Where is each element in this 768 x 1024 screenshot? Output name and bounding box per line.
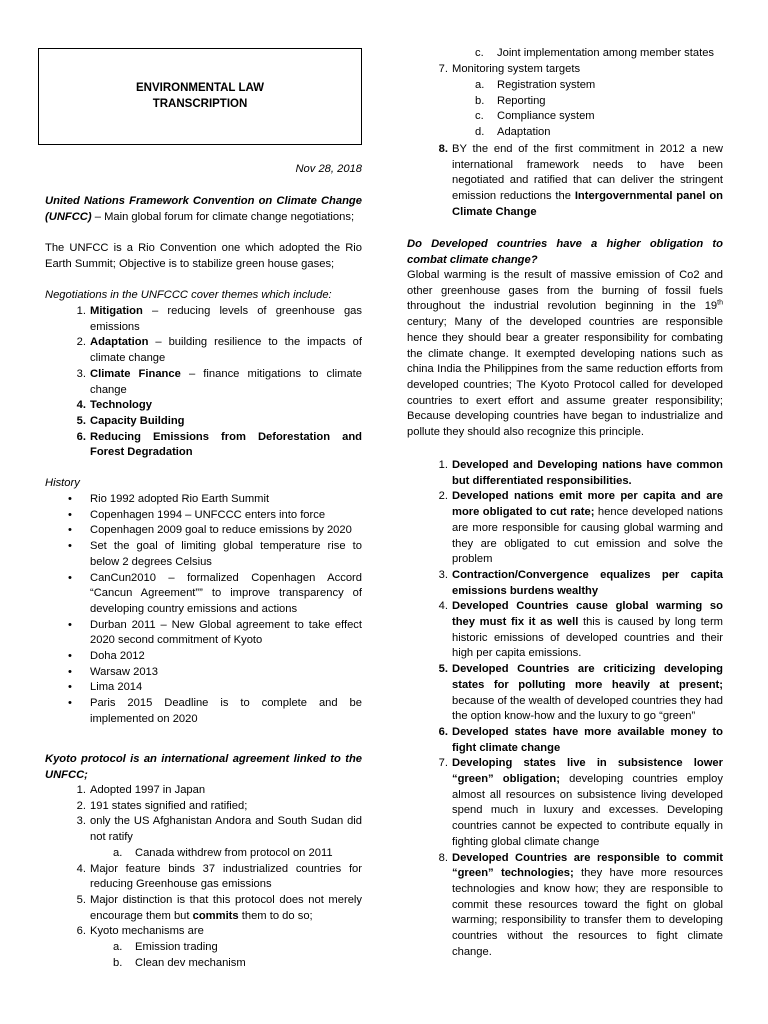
- history-list: [68, 492, 362, 728]
- list-item: 3. only the US Afghanistan Andora and South Sudan did not ratify a. Canada withdrew from protocol on 2011: [90, 814, 362, 861]
- list-item: 5. Developed Countries are criticizing developing states for polluting more heavily at present; because of the wealth of developed countries they had the option know-how and the luxury to go “green”: [438, 663, 723, 723]
- kyoto-list: [76, 783, 362, 971]
- list-item: • Lima 2014: [68, 681, 143, 694]
- list-item: • Paris 2015 Deadline is to complete and be implemented on 2020: [68, 697, 362, 725]
- points-list: [438, 458, 724, 961]
- sub-item: a. Emission trading: [113, 941, 218, 954]
- themes-list: [76, 304, 362, 461]
- list-item: 4. Major feature binds 37 industrialized countries for reducing Greenhouse gas emissions: [76, 862, 362, 891]
- date: Nov 28, 2018: [295, 163, 362, 175]
- kyoto-heading: Kyoto protocol is an international agreement linked to the UNFCC;: [45, 753, 362, 781]
- list-item: 3. Climate Finance – finance mitigations to climate change: [76, 367, 362, 396]
- right-column: [407, 0, 724, 958]
- list-item: 6. Reducing Emissions from Deforestation and Forest Degradation: [76, 430, 362, 459]
- list-item: 7. Developing states live in subsistence lower “green” obligation; developing countries employ almost all resources on subsistence living developed spend much in luxury and excesses. Developing countries cannot be expected to contribute equally in fighting global climate change: [438, 757, 723, 848]
- list-item: c. Compliance system: [475, 110, 595, 123]
- list-item: • Rio 1992 adopted Rio Earth Summit: [68, 493, 270, 505]
- monitoring-list: [475, 78, 723, 141]
- sub-item: b. Clean dev mechanism: [113, 956, 246, 969]
- list-item: 3. Contraction/Convergence equalizes per capita emissions burdens wealthy: [438, 568, 723, 597]
- list-item: d. Adaptation: [475, 126, 551, 139]
- list-item: 6. Kyoto mechanisms are a. Emission trading b. Clean dev mechanism: [90, 924, 362, 971]
- list-item: 2. 191 states signified and ratified;: [76, 799, 248, 812]
- list-item: 2. Developed nations emit more per capita and are more obligated to cut rate; hence developed nations are more responsible for causing global warming and they are obligated to cut emission and solve the problem: [438, 490, 724, 566]
- question-heading: Do Developed countries have a higher obligation to combat climate change?: [407, 238, 723, 266]
- list-item: • Durban 2011 – New Global agreement to take effect 2020 second commitment of Kyoto: [68, 618, 362, 647]
- unfccc-abbr: UNFCC): [48, 210, 92, 223]
- list-item: b. Reporting: [475, 94, 546, 107]
- list-item: 1. Mitigation – reducing levels of greenhouse gas emissions: [76, 305, 362, 333]
- unfccc-intro-rest: – Main global forum for climate change negotiations;: [91, 210, 355, 223]
- list-item: 6. Developed states have more available money to fight climate change: [438, 725, 723, 754]
- list-item: • Doha 2012: [68, 650, 145, 663]
- list-item: • CanCun2010 – formalized Copenhagen Accord “Cancun Agreement”” to improve transparency of developing country emissions and actions: [68, 571, 362, 615]
- list-item: 4. Technology: [76, 399, 152, 412]
- list-item: 5. Major distinction is that this protocol does not merely encourage them but commits them to do so;: [76, 893, 362, 922]
- history-heading: History: [45, 477, 80, 489]
- item-7: 7. Monitoring system targets: [438, 63, 581, 75]
- title-box: [38, 48, 362, 145]
- themes-heading: Negotiations in the UNFCCC cover themes which include:: [45, 289, 332, 301]
- mechanism-c: c. Joint implementation among member states: [475, 47, 715, 59]
- title-line-2: TRANSCRIPTION: [152, 98, 248, 110]
- unfccc-intro: [45, 194, 362, 225]
- list-item: • Copenhagen 1994 – UNFCCC enters into force: [68, 508, 326, 521]
- list-item: • Set the goal of limiting global temperature rise to below 2 degrees Celsius: [68, 540, 362, 568]
- answer-paragraph: Global warming is the result of massive emission of Co2 and other greenhouse gases from the burning of fossil fuels throughout the industrial revolution beginning in the 19th century; Many of the developed countries are responsible hence they should bear a greater responsibility for combating the climate change. It exempted developing nations such as china India the Philippines from the same reduction efforts from developed countries; The Kyoto Protocol called for developed countries to exert effort and assume greater responsibility; Because developing countries have began to industrialize and pollute they should also recognize this principle.: [407, 269, 723, 439]
- list-item: 8. Developed Countries are responsible to commit “green” technologies; they have more resources technologies and know how; they are responsible to commit these resources toward the fight on global warming; responsibility to transfer them to developing countries without the resources to fight climate change.: [438, 851, 723, 958]
- unfccc-intro-italic: United Nations Framework Convention on Climate Change (: [45, 195, 362, 223]
- item-8: 8. BY the end of the first commitment in 2012 a new international framework needs to have been negotiated and ratified that can deliver the stringent emission reductions the Intergovernmental panel on Climate Change: [438, 143, 723, 218]
- list-item: 2. Adaptation – building resilience to the impacts of climate change: [76, 336, 362, 365]
- list-item: 1. Developed and Developing nations have common but differentiated responsibilities.: [438, 459, 723, 487]
- list-item: a. Registration system: [475, 79, 596, 91]
- list-item: 1. Adopted 1997 in Japan: [76, 784, 206, 796]
- list-item: 5. Capacity Building: [76, 414, 185, 427]
- list-item: 4. Developed Countries cause global warming so they must fix it as well this is caused by long term historic emissions of developed countries and their high per capita emissions.: [438, 600, 724, 660]
- rio-paragraph: The UNFCC is a Rio Convention one which adopted the Rio Earth Summit; Objective is to stabilize green house gases;: [45, 242, 362, 270]
- title-line-1: ENVIRONMENTAL LAW: [136, 82, 264, 94]
- sub-item: a. Canada withdrew from protocol on 2011: [113, 846, 333, 859]
- list-item: • Warsaw 2013: [68, 665, 158, 678]
- list-item: • Copenhagen 2009 goal to reduce emissions by 2020: [68, 524, 352, 537]
